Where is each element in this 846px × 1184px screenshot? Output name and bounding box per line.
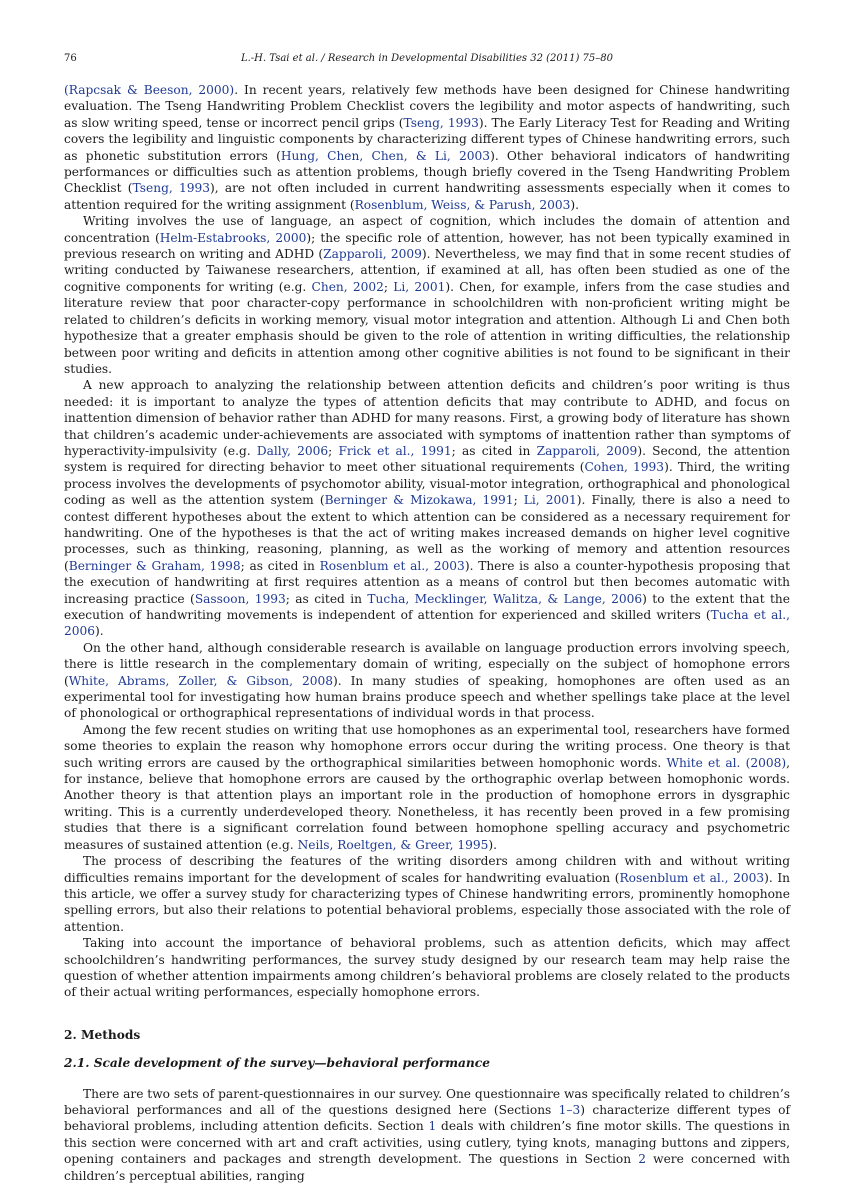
paragraph-text: ). Third, the writing process involves the developments of psychomotor ability, visual-motor integration, orthographical and phonological coding as well as the attention system ( [64,460,790,508]
body-paragraph [64,82,790,213]
citation-link[interactable]: Zapparoli, 2009 [323,247,422,262]
paragraph-text: ). The Early Literacy Test for Reading and Writing covers the legibility and linguistic components by characterizing different types of Chinese handwriting errors, such as phonetic substitution errors ( [64,115,791,163]
paragraph-text: ). In many studies of speaking, homophones are often used as an experimental tool for investigating how human brains produce speech and whether spellings take place at the level of phonological or orthographical representations of individual words in that process. [64,673,790,721]
citation-link[interactable]: Tucha, Mecklinger, Walitza, & Lange, 2006 [367,591,643,606]
paragraph-text: There are two sets of parent-questionnaires in our survey. One questionnaire was specifically related to children’s behavioral performances and all of the questions designed here (Sections [64,1086,790,1117]
citation-link[interactable]: Tucha et al., 2006 [64,608,790,639]
citation-link[interactable]: Rosenblum et al., 2003 [319,558,465,573]
paragraph-text: ; as cited in [285,591,368,606]
paragraph-text: ; as cited in [240,558,320,573]
paragraph-text: ), are not often included in current handwriting assessments especially when it comes to attention required for the writing assignment ( [64,181,790,212]
paragraph-text: ); the specific role of attention, however, has not been typically examined in previous research on writing and ADHD ( [64,230,790,262]
page-number: 76 [64,53,77,64]
paragraph-text: The process of describing the features of the writing disorders among children with and without writing difficulties remains important for the development of scales for handwriting evaluation ( [64,854,790,885]
paragraph-text: ). Finally, there is also a need to contest different hypotheses about the extent to which attention can be considered as a necessary requirement for handwriting. One of the hypotheses is that the act of writing makes increased demands on higher level cognitive processes, such as thinking, reasoning, planning, as well as the working of memory and attention resources ( [64,493,790,573]
citation-link[interactable]: 1–3 [558,1102,581,1117]
paragraph-text: Taking into account the importance of behavioral problems, such as attention deficits, which may affect schoolchildren’s handwriting performances, the survey study designed by our research team may help raise the question of whether attention impairments among children’s behavioral problems are closely related to the products of their actual writing performances, especially homophone errors. [64,936,790,1000]
running-title: L.-H. Tsai et al. / Research in Developmental Disabilities 32 (2011) 75–80 [240,53,613,64]
citation-link[interactable]: Frick et al., 1991 [338,443,452,458]
citation-link[interactable]: Helm-Estabrooks, 2000 [159,230,307,245]
subsection-heading: 2.1. Scale development of the survey—behavioral performance [64,1056,490,1071]
citation-link[interactable]: 2 [638,1152,646,1167]
paragraph-text: deals with children’s fine motor skills. The questions in this section were concerned with art and craft activities, using cutlery, tying knots, managing buttons and zippers, opening containers and packages and strength development. The questions in Section [64,1119,790,1167]
body-paragraph [64,377,790,640]
citation-link[interactable]: Rosenblum et al., 2003 [619,870,765,885]
body-paragraph [64,722,790,853]
citation-link[interactable]: Sassoon, 1993 [194,591,286,606]
paragraphs-before-methods [64,82,790,1001]
citation-link[interactable]: Zapparoli, 2009 [536,443,638,458]
citation-link[interactable]: White, Abrams, Zoller, & Gibson, 2008 [68,673,333,688]
paragraph-text: ) characterize different types of behavioral problems, including attention deficits. Section [64,1102,790,1134]
paragraph-text: ). [95,624,104,639]
citation-link[interactable]: Chen, 2002 [311,279,384,294]
paragraph-text: ; [513,493,524,508]
body-paragraph [64,213,790,377]
citation-link[interactable]: Tseng, 1993 [403,115,479,130]
body-paragraph [64,935,790,1001]
paragraph-text: ). There is also a counter-hypothesis proposing that the execution of handwriting at first requires attention as a means of control but then becomes automatic with increasing practice ( [64,558,791,606]
paragraph-text: ). Second, the attention system is required for directing behavior to meet other situational requirements ( [64,443,790,475]
citation-link[interactable]: Li, 2001 [523,493,577,508]
citation-link[interactable]: Tseng, 1993 [132,181,210,196]
citation-link[interactable]: White et al. (2008) [666,755,787,770]
paragraph-text: On the other hand, although considerable research is available on language production errors involving speech, there is little research in the complementary domain of writing, especially on the subject of homophone errors ( [64,640,790,688]
citation-link[interactable]: Li, 2001 [393,279,446,294]
paragraph-text: ; [328,443,339,458]
paragraph-text: ). Chen, for example, infers from the case studies and literature review that poor character-copy performance in schoolchildren with non-proficient writing might be related to children’s deficits in working memory, visual motor integration and attention. Although Li and Chen both hypothesize that a greater emphasis should be given to the role of attention in writing difficulties, the relationship between poor writing and deficits in attention among other cognitive abilities is not found to be significant in their studies. [64,279,790,376]
citation-link[interactable]: Neils, Roeltgen, & Greer, 1995 [297,837,489,852]
citation-link[interactable]: (Rapcsak & Beeson, 2000) [64,83,235,97]
article-body [64,82,790,1184]
citation-link[interactable]: Dally, 2006 [256,443,329,458]
paragraph-text: A new approach to analyzing the relationship between attention deficits and children’s poor writing is thus needed: it is important to analyze the types of attention deficits that may contribute to ADHD, and focus on inattention dimension of behavior rather than ADHD for many reasons. First, a growing body of literature has shown that children’s academic under-achievements are associated with symptoms of inattention rather than symptoms of hyperactivity-impulsivity (e.g. [64,378,790,458]
citation-link[interactable]: Hung, Chen, Chen, & Li, 2003 [280,148,491,163]
citation-link[interactable]: Cohen, 1993 [584,460,665,475]
citation-link[interactable]: Berninger & Mizokawa, 1991 [324,493,514,508]
paragraph-text: ). [570,197,580,212]
section-heading: 2. Methods [64,1027,141,1042]
paragraph-text: ). Nevertheless, we may find that in some recent studies of writing conducted by Taiwanese researchers, attention, if examined at all, has often been studied as one of the cognitive components for writing (e.g. [64,247,791,294]
paragraph-text: ). [488,837,497,852]
body-paragraph [64,640,790,722]
paragraph-text: ). Other behavioral indicators of handwriting performances or difficulties such as attention problems, though briefly covered in the Tseng Handwriting Problem Checklist ( [64,148,790,196]
citation-link[interactable]: Rosenblum, Weiss, & Parush, 2003 [354,197,571,212]
paragraph-text: , for instance, believe that homophone errors are caused by the orthographic overlap between homophonic words. Another theory is that attention plays an important role in the production of homophone errors in dysgraphic writing. This is a currently underdeveloped theory. Nonetheless, it has recently been proved in a few promising studies that there is a significant correlation found between homophone spelling accuracy and psychometric measures of sustained attention (e.g. [64,755,790,852]
citation-link[interactable]: Berninger & Graham, 1998 [68,558,241,573]
paragraph-text: ) to the extent that the execution of handwriting movements is independent of attention for experienced and skilled writers ( [64,591,790,622]
paragraph-text: ; [383,279,394,294]
paragraph-text: ). In this article, we offer a survey study for characterizing types of Chinese handwriting errors, prominently homophone spelling errors, but also their relations to potential behavioral problems, especially those associated with the role of attention. [64,870,790,934]
paragraph-text: . In recent years, relatively few methods have been designed for Chinese handwriting evaluation. The Tseng Handwriting Problem Checklist covers the legibility and motor aspects of handwriting, such as slow writing speed, tense or incorrect pencil grips ( [64,83,790,130]
paragraph-text: Among the few recent studies on writing that use homophones as an experimental tool, researchers have formed some theories to explain the reason why homophone errors occur during the writing process. One theory is that such writing errors are caused by the orthographical similarities between homophonic words. [64,722,790,770]
paragraph-text: were concerned with children’s perceptual abilities, ranging [64,1152,790,1183]
paragraph-text: ; as cited in [451,443,537,458]
body-paragraph [64,1086,790,1184]
paragraphs-after-methods [64,1086,790,1184]
paragraph-text: Writing involves the use of language, an aspect of cognition, which includes the domain of attention and concentration ( [64,214,790,245]
body-paragraph [64,853,790,935]
citation-link[interactable]: 1 [428,1119,437,1134]
